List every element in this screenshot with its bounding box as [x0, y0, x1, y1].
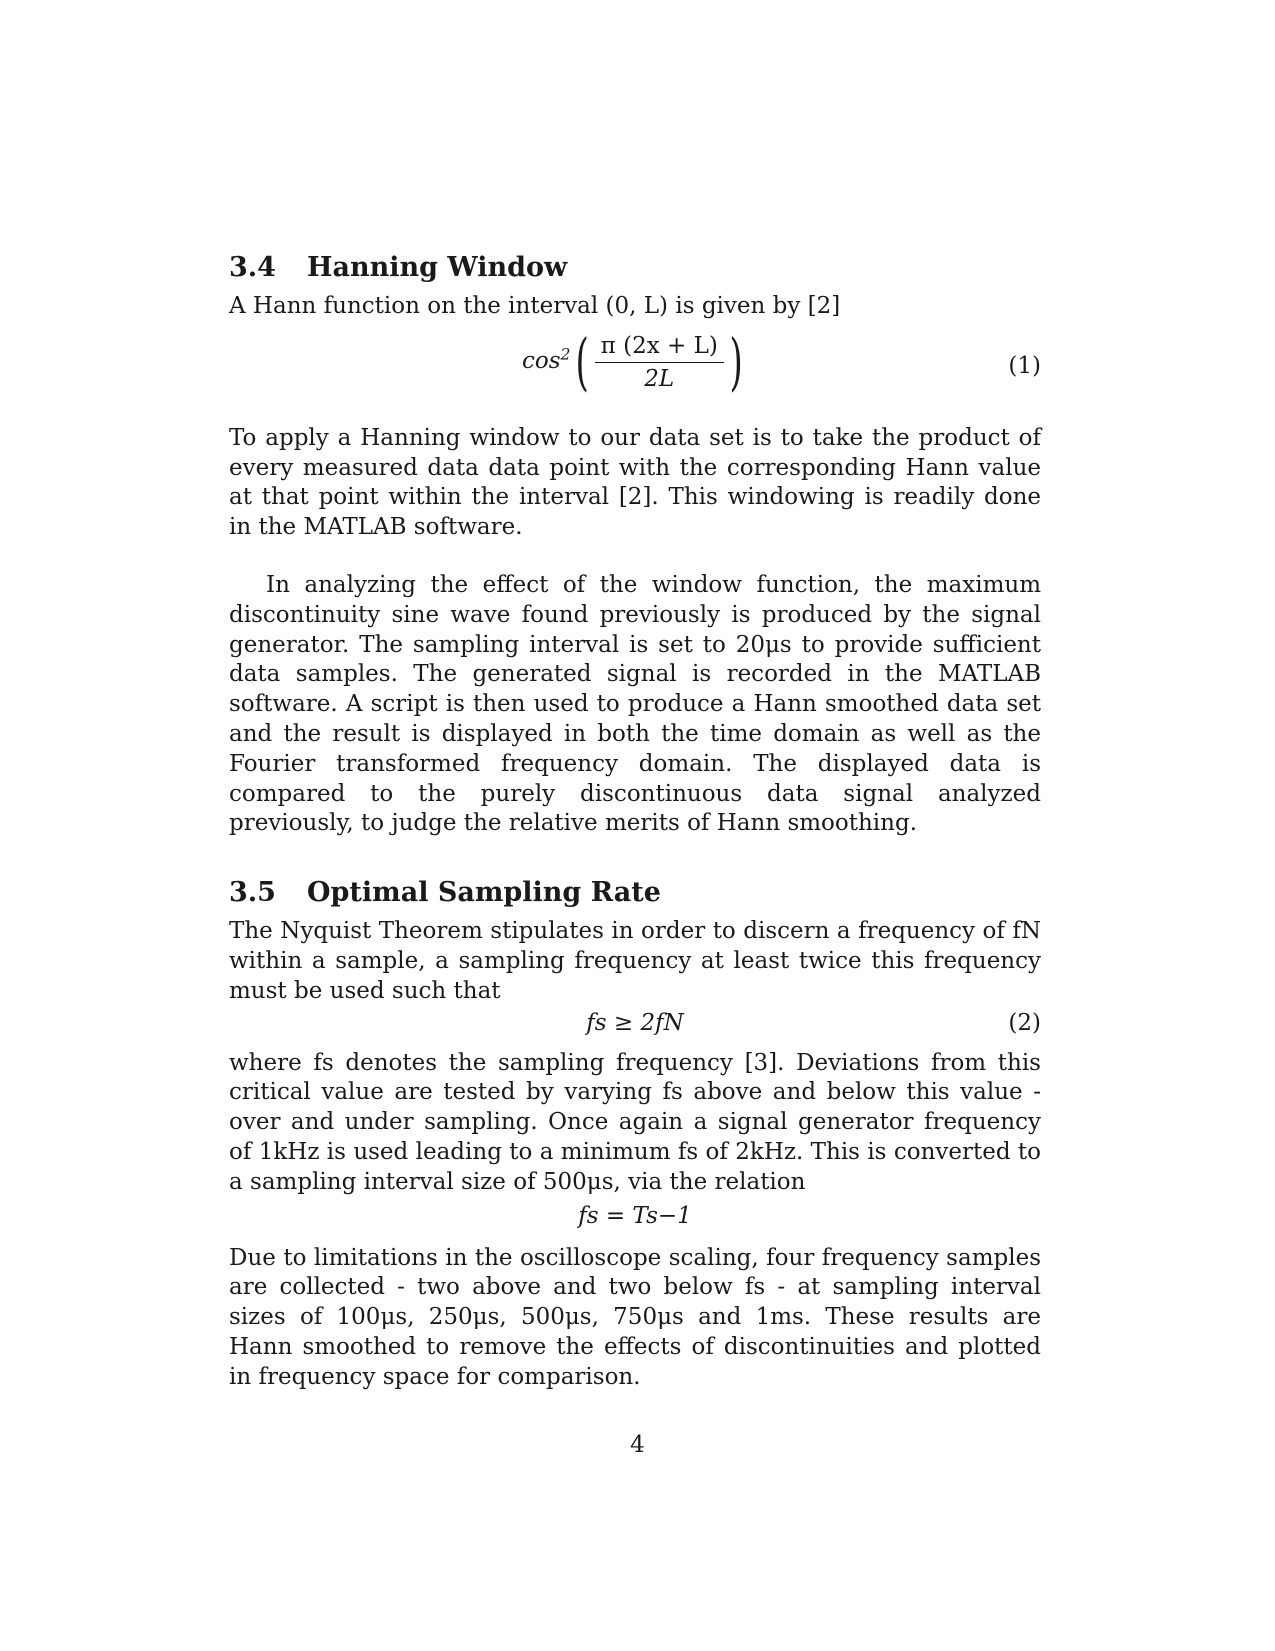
- section-number: 3.5: [229, 877, 276, 909]
- nyquist-paragraph-2: where fs denotes the sampling frequency [3]. Deviations from this critical value are tested by varying fs above and below this value - over and under sampling. Once again a signal generator frequency of 1kHz is used leading to a minimum fs of 2kHz. This is converted to a sampling interval size of 500μs, via the relation: [229, 1049, 1041, 1195]
- hann-intro: [229, 292, 1041, 322]
- hann-paragraph-2: In analyzing the effect of the window function, the maximum discontinuity sine wave found previously is produced by the signal generator. The sampling interval is set to 20μs to provide sufficient data samples. The generated signal is recorded in the MATLAB software. A script is then used to produce a Hann smoothed data set and the result is displayed in both the time domain as well as the Fourier transformed frequency domain. The displayed data is compared to the purely discontinuous data signal analyzed previously, to judge the relative merits of Hann smoothing.: [229, 571, 1041, 837]
- hann-intro-text: A Hann function on the interval (0, L) is given by [2]: [229, 293, 841, 319]
- equation-1: [229, 325, 1041, 406]
- section-title: Hanning Window: [307, 252, 568, 283]
- nyquist-paragraph-1: The Nyquist Theorem stipulates in order to discern a frequency of fN within a sample, a sampling frequency at least twice this frequency must be used such that: [229, 918, 1041, 1004]
- section-number: 3.4: [229, 252, 276, 283]
- eq2-label: (2): [1008, 1009, 1041, 1036]
- eq1-func: $\cos^2$: [521, 344, 571, 375]
- eq2-text: fs ≥ 2fN: [586, 1009, 684, 1036]
- equation-3: [229, 1198, 1041, 1238]
- eq3-text: fs = Ts−1: [578, 1202, 692, 1229]
- section-heading-3-5: [229, 875, 1041, 911]
- page-number: 4: [630, 1432, 645, 1458]
- eq1-denominator: 2L: [644, 365, 675, 392]
- equation-2: [229, 1007, 1041, 1047]
- eq1-label: (1): [1008, 352, 1041, 379]
- section-heading-3-4: [229, 250, 1041, 286]
- page-body: [229, 252, 1041, 1393]
- nyquist-paragraph-3: Due to limitations in the oscilloscope scaling, four frequency samples are collected - two above and two below fs - at sampling interval sizes of 100μs, 250μs, 500μs, 750μs and 1ms. These results are Hann smoothed to remove the effects of discontinuities and plotted in frequency space for comparison.: [229, 1244, 1041, 1390]
- eq1-numerator: π (2x + L): [595, 330, 724, 363]
- left-paren: (: [575, 325, 590, 399]
- eq1-fraction: [595, 330, 724, 395]
- hann-paragraph-1: To apply a Hanning window to our data set is to take the product of every measured data data point with the corresponding Hann value at that point within the interval [2]. This windowing is readily done in the MATLAB software.: [229, 424, 1041, 541]
- section-title: Optimal Sampling Rate: [307, 877, 661, 909]
- right-paren: ): [729, 325, 743, 399]
